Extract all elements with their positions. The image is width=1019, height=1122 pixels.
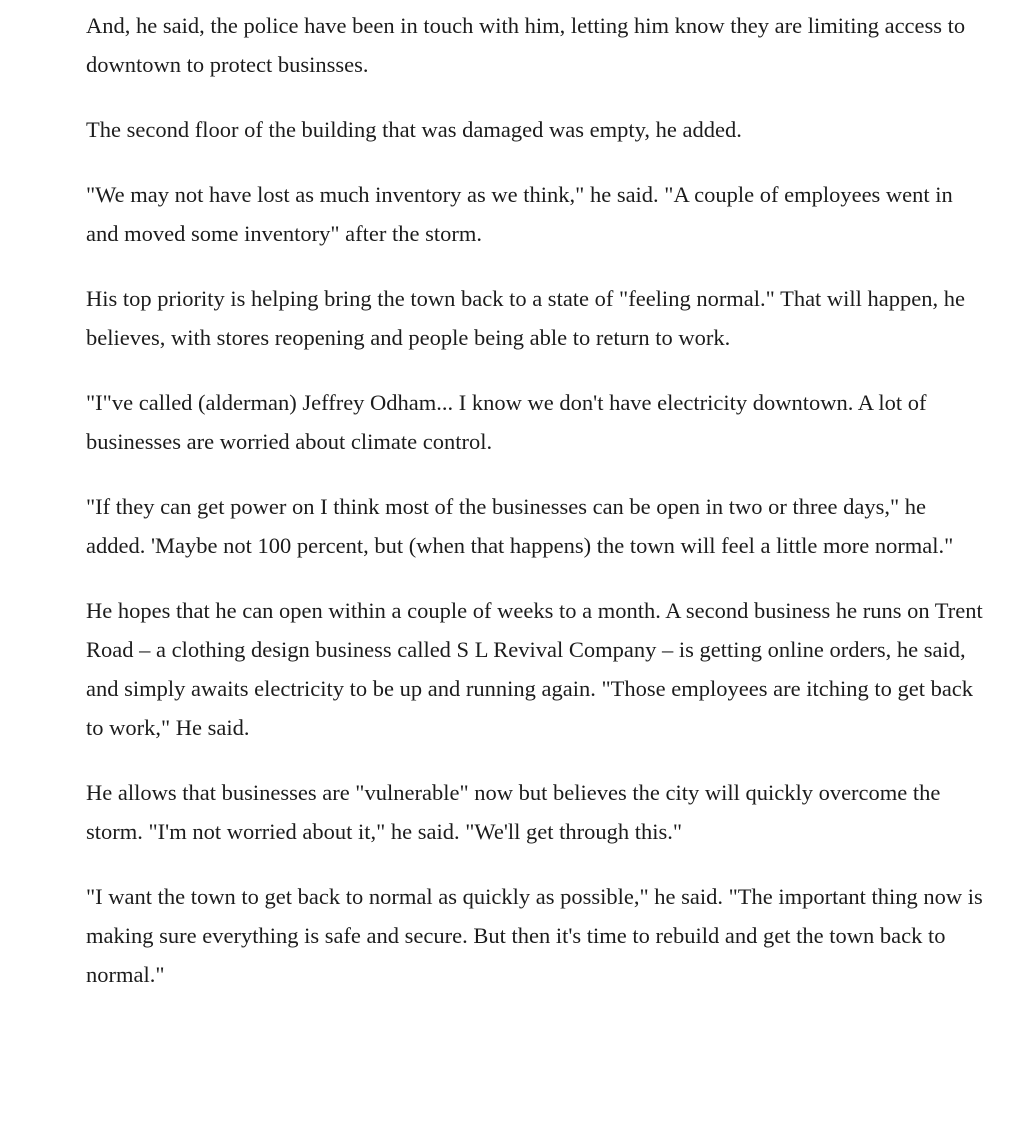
article-paragraph: His top priority is helping bring the town back to a state of "feeling normal." That will happen, he believes, with stores reopening and people being able to return to work. xyxy=(86,286,966,350)
article-paragraph: He hopes that he can open within a couple of weeks to a month. A second business he runs on Trent Road – a clothing design business called S L Revival Company – is getting online orders, he said, and simply awaits electricity to be up and running again. "Those employees are itching to get back to work," He said. xyxy=(86,598,983,740)
article-paragraph: "We may not have lost as much inventory as we think," he said. "A couple of employees went in and moved some inventory" after the storm. xyxy=(86,182,953,246)
article-paragraph: "I"ve called (alderman) Jeffrey Odham... I know we don't have electricity downtown. A lot of businesses are worried about climate control. xyxy=(86,390,927,454)
article-paragraph: The second floor of the building that was damaged was empty, he added. xyxy=(86,117,742,142)
article-body xyxy=(86,6,986,1020)
article-paragraph: "I want the town to get back to normal as quickly as possible," he said. "The important thing now is making sure everything is safe and secure. But then it's time to rebuild and get the town back to normal." xyxy=(86,884,983,987)
article-paragraph: "If they can get power on I think most of the businesses can be open in two or three days," he added. 'Maybe not 100 percent, but (when that happens) the town will feel a little more normal." xyxy=(86,494,954,558)
article-paragraph: And, he said, the police have been in touch with him, letting him know they are limiting access to downtown to protect businsses. xyxy=(86,13,966,77)
article-paragraph: He allows that businesses are "vulnerable" now but believes the city will quickly overcome the storm. "I'm not worried about it," he said. "We'll get through this." xyxy=(86,780,941,844)
